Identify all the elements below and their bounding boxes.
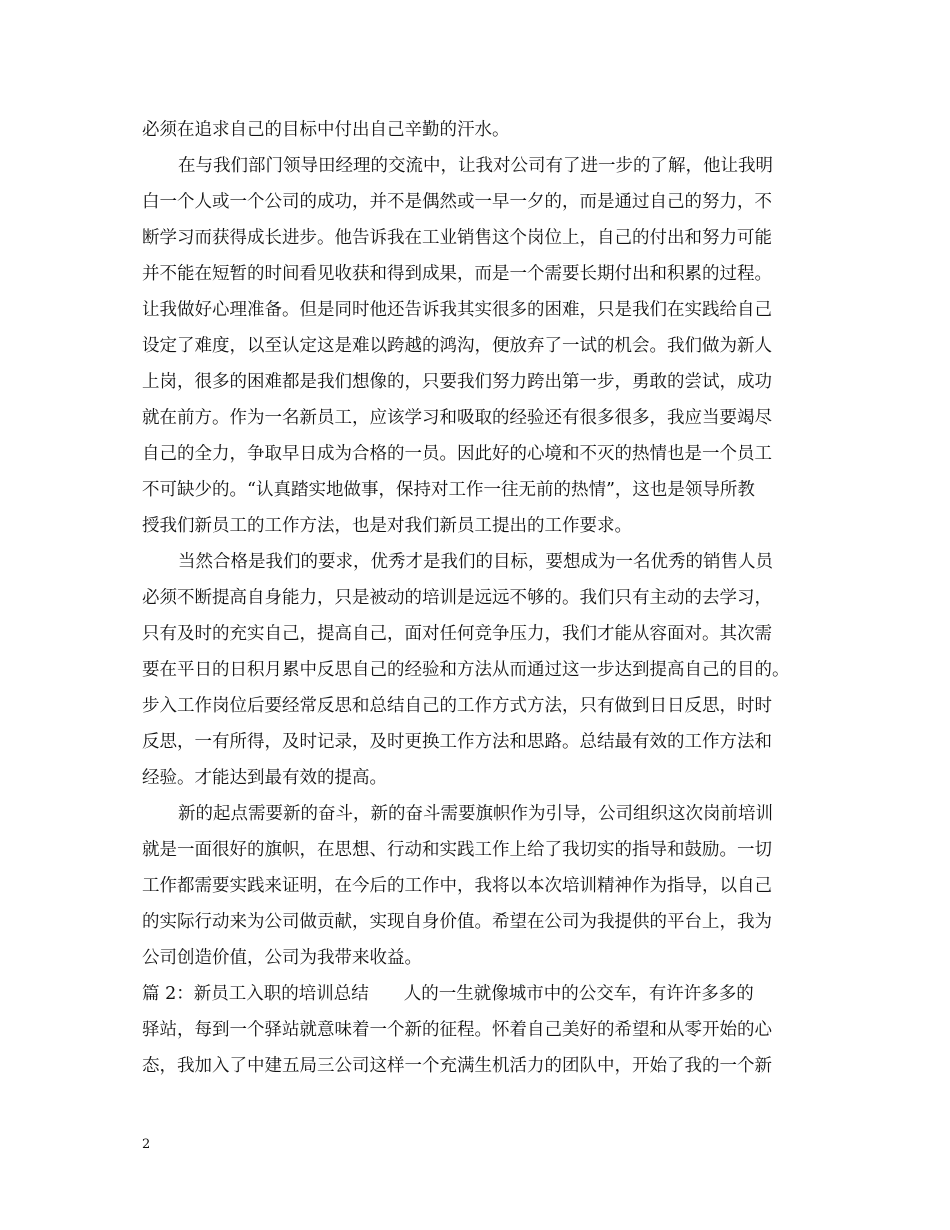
text-line: 公司创造价值，公司为我带来收益。 xyxy=(142,948,422,968)
text-line: 要在平日的日积月累中反思自己的经验和方法从而通过这一步达到提高自己的目的。 xyxy=(142,660,790,680)
text-line: 断学习而获得成长进步。他告诉我在工业销售这个岗位上，自己的付出和努力可能 xyxy=(142,228,772,248)
text-line: 经验。才能达到最有效的提高。 xyxy=(142,768,387,788)
text-line: 授我们新员工的工作方法，也是对我们新员工提出的工作要求。 xyxy=(142,516,632,536)
text-line: 设定了难度，以至认定这是难以跨越的鸿沟，便放弃了一试的机会。我们做为新人 xyxy=(142,336,772,356)
text-line: 只有及时的充实自己，提高自己，面对任何竞争压力，我们才能从容面对。其次需 xyxy=(142,624,772,644)
text-line: 当然合格是我们的要求，优秀才是我们的目标，要想成为一名优秀的销售人员 xyxy=(178,552,773,572)
text-line: 反思，一有所得，及时记录，及时更换工作方法和思路。总结最有效的工作方法和 xyxy=(142,732,772,752)
text-line: 不可缺少的。“认真踏实地做事，保持对工作一往无前的热情”，这也是领导所教 xyxy=(142,480,755,500)
text-line: 新的起点需要新的奋斗，新的奋斗需要旗帜作为引导，公司组织这次岗前培训 xyxy=(178,804,773,824)
text-line: 就在前方。作为一名新员工，应该学习和吸取的经验还有很多很多，我应当要竭尽 xyxy=(142,408,772,428)
section-heading-line: 篇 2：新员工入职的培训总结 人的一生就像城市中的公交车，有许许多多的 xyxy=(142,984,754,1004)
text-line: 在与我们部门领导田经理的交流中，让我对公司有了进一步的了解，他让我明 xyxy=(178,156,773,176)
text-line: 上岗，很多的困难都是我们想像的，只要我们努力跨出第一步，勇敢的尝试，成功 xyxy=(142,372,772,392)
text-line: 步入工作岗位后要经常反思和总结自己的工作方式方法，只有做到日日反思，时时 xyxy=(142,696,772,716)
text-line: 自己的全力，争取早日成为合格的一员。因此好的心境和不灭的热情也是一个员工 xyxy=(142,444,772,464)
text-line: 就是一面很好的旗帜，在思想、行动和实践工作上给了我切实的指导和鼓励。一切 xyxy=(142,840,772,860)
text-line: 让我做好心理准备。但是同时他还告诉我其实很多的困难，只是我们在实践给自己 xyxy=(142,300,772,320)
text-line: 必须不断提高自身能力，只是被动的培训是远远不够的。我们只有主动的去学习， xyxy=(142,588,772,608)
text-line: 态，我加入了中建五局三公司这样一个充满生机活力的团队中，开始了我的一个新 xyxy=(142,1056,772,1076)
page-number: 2 xyxy=(142,1137,151,1152)
text-line: 白一个人或一个公司的成功，并不是偶然或一早一夕的，而是通过自己的努力，不 xyxy=(142,192,772,212)
text-line: 工作都需要实践来证明，在今后的工作中，我将以本次培训精神作为指导，以自己 xyxy=(142,876,772,896)
text-line: 并不能在短暂的时间看见收获和得到成果，而是一个需要长期付出和积累的过程。 xyxy=(142,264,772,284)
text-line: 驿站，每到一个驿站就意味着一个新的征程。怀着自己美好的希望和从零开始的心 xyxy=(142,1020,772,1040)
text-line: 的实际行动来为公司做贡献，实现自身价值。希望在公司为我提供的平台上，我为 xyxy=(142,912,772,932)
text-line: 必须在追求自己的目标中付出自己辛勤的汗水。 xyxy=(142,120,510,140)
